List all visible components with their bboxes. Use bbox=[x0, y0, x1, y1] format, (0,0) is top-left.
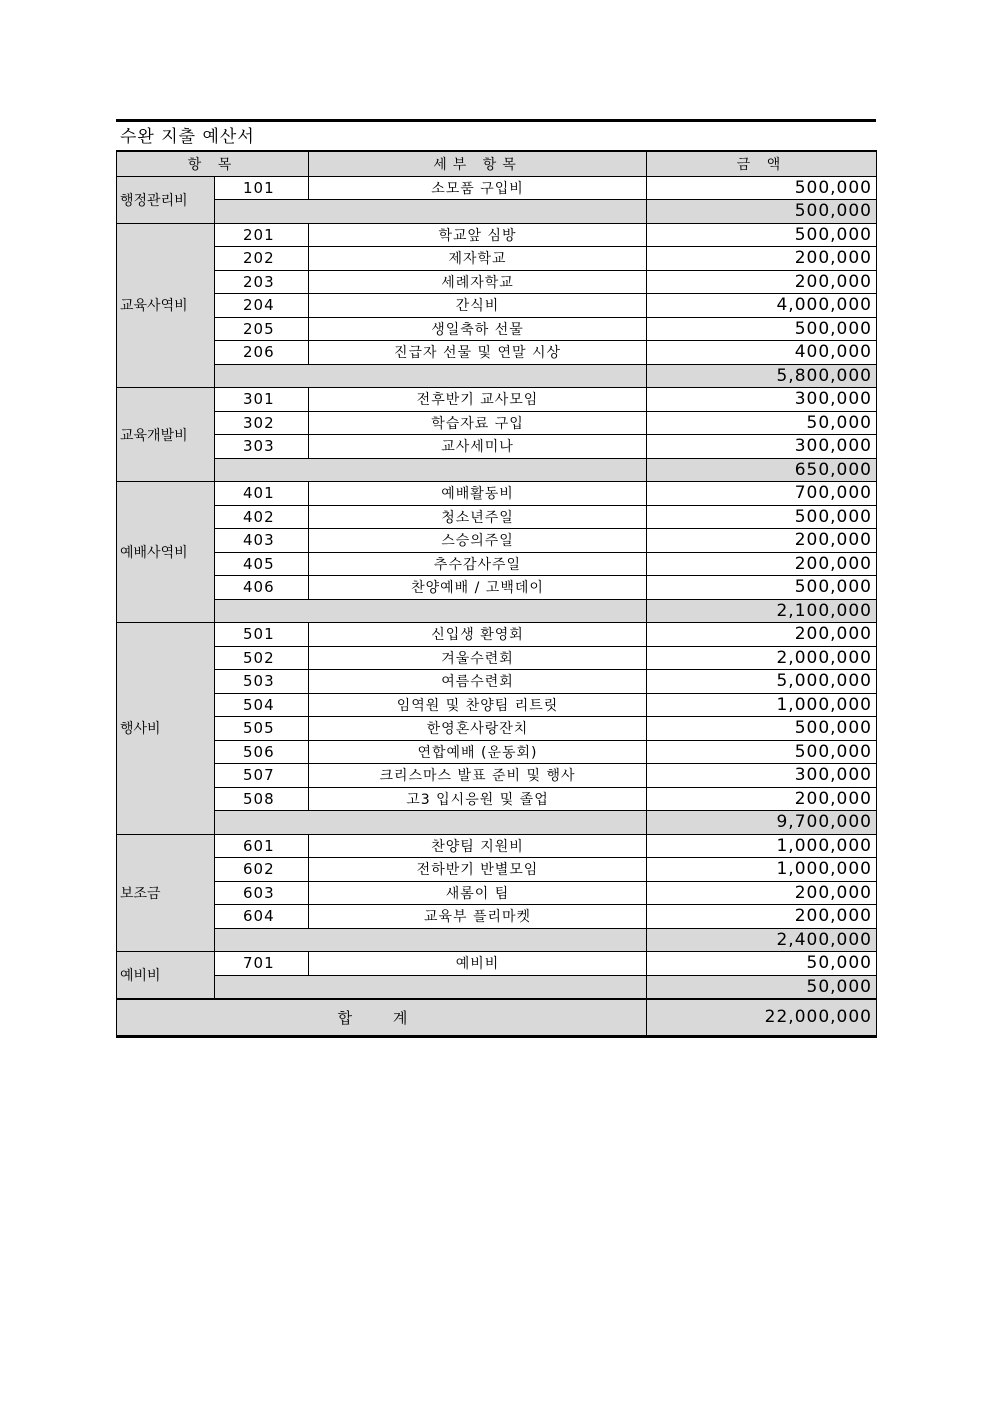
header-item: 항 목 bbox=[117, 151, 309, 176]
subtotal-amount: 2,100,000 bbox=[647, 599, 877, 623]
subtotal-row bbox=[117, 975, 877, 999]
item-code: 302 bbox=[215, 411, 309, 435]
item-amount: 400,000 bbox=[647, 341, 877, 365]
item-code: 602 bbox=[215, 858, 309, 882]
table-row bbox=[117, 881, 877, 905]
category-name: 예비비 bbox=[117, 952, 215, 999]
item-code: 501 bbox=[215, 623, 309, 647]
table-body bbox=[117, 176, 877, 1037]
item-code: 506 bbox=[215, 740, 309, 764]
item-code: 504 bbox=[215, 693, 309, 717]
item-detail: 전후반기 교사모임 bbox=[309, 388, 647, 412]
grand-total-label: 합 계 bbox=[117, 999, 647, 1037]
item-code: 202 bbox=[215, 247, 309, 271]
item-detail: 전하반기 반별모임 bbox=[309, 858, 647, 882]
grand-total-row bbox=[117, 999, 877, 1037]
table-row bbox=[117, 317, 877, 341]
subtotal-row bbox=[117, 364, 877, 388]
budget-table bbox=[116, 150, 877, 1038]
item-code: 206 bbox=[215, 341, 309, 365]
table-row bbox=[117, 294, 877, 318]
item-detail: 새롬이 팀 bbox=[309, 881, 647, 905]
item-code: 701 bbox=[215, 952, 309, 976]
item-detail: 한영혼사랑잔치 bbox=[309, 717, 647, 741]
item-amount: 500,000 bbox=[647, 317, 877, 341]
item-amount: 200,000 bbox=[647, 270, 877, 294]
table-row bbox=[117, 482, 877, 506]
item-code: 301 bbox=[215, 388, 309, 412]
item-detail: 연합예배 (운동회) bbox=[309, 740, 647, 764]
table-row bbox=[117, 764, 877, 788]
item-code: 601 bbox=[215, 834, 309, 858]
table-row bbox=[117, 270, 877, 294]
table-row bbox=[117, 505, 877, 529]
item-amount: 200,000 bbox=[647, 787, 877, 811]
table-row bbox=[117, 740, 877, 764]
subtotal-amount: 50,000 bbox=[647, 975, 877, 999]
item-amount: 2,000,000 bbox=[647, 646, 877, 670]
item-detail: 찬양팀 지원비 bbox=[309, 834, 647, 858]
subtotal-spacer bbox=[215, 458, 647, 482]
table-row bbox=[117, 247, 877, 271]
category-name: 교육사역비 bbox=[117, 223, 215, 388]
item-code: 403 bbox=[215, 529, 309, 553]
item-amount: 50,000 bbox=[647, 952, 877, 976]
subtotal-amount: 650,000 bbox=[647, 458, 877, 482]
item-detail: 진급자 선물 및 연말 시상 bbox=[309, 341, 647, 365]
item-amount: 200,000 bbox=[647, 552, 877, 576]
table-row bbox=[117, 670, 877, 694]
item-amount: 500,000 bbox=[647, 717, 877, 741]
table-header-row bbox=[117, 151, 877, 176]
subtotal-spacer bbox=[215, 928, 647, 952]
item-detail: 제자학교 bbox=[309, 247, 647, 271]
budget-document bbox=[116, 119, 876, 1038]
table-row bbox=[117, 952, 877, 976]
item-detail: 신입생 환영회 bbox=[309, 623, 647, 647]
table-row bbox=[117, 858, 877, 882]
item-amount: 5,000,000 bbox=[647, 670, 877, 694]
item-amount: 1,000,000 bbox=[647, 858, 877, 882]
subtotal-spacer bbox=[215, 975, 647, 999]
subtotal-row bbox=[117, 458, 877, 482]
category-name: 행사비 bbox=[117, 623, 215, 835]
item-code: 203 bbox=[215, 270, 309, 294]
item-code: 508 bbox=[215, 787, 309, 811]
item-amount: 500,000 bbox=[647, 740, 877, 764]
item-code: 201 bbox=[215, 223, 309, 247]
item-amount: 300,000 bbox=[647, 388, 877, 412]
item-amount: 300,000 bbox=[647, 435, 877, 459]
item-detail: 교사세미나 bbox=[309, 435, 647, 459]
item-amount: 500,000 bbox=[647, 176, 877, 200]
item-code: 503 bbox=[215, 670, 309, 694]
subtotal-amount: 9,700,000 bbox=[647, 811, 877, 835]
item-detail: 간식비 bbox=[309, 294, 647, 318]
item-code: 507 bbox=[215, 764, 309, 788]
subtotal-amount: 5,800,000 bbox=[647, 364, 877, 388]
item-amount: 200,000 bbox=[647, 529, 877, 553]
table-row bbox=[117, 411, 877, 435]
item-detail: 크리스마스 발표 준비 및 행사 bbox=[309, 764, 647, 788]
item-detail: 고3 입시응원 및 졸업 bbox=[309, 787, 647, 811]
item-detail: 추수감사주일 bbox=[309, 552, 647, 576]
table-row bbox=[117, 388, 877, 412]
item-amount: 200,000 bbox=[647, 247, 877, 271]
document-title: 수완 지출 예산서 bbox=[116, 119, 876, 150]
table-row bbox=[117, 176, 877, 200]
table-row bbox=[117, 834, 877, 858]
item-amount: 500,000 bbox=[647, 576, 877, 600]
item-detail: 세례자학교 bbox=[309, 270, 647, 294]
table-row bbox=[117, 576, 877, 600]
category-name: 교육개발비 bbox=[117, 388, 215, 482]
table-row bbox=[117, 787, 877, 811]
item-amount: 50,000 bbox=[647, 411, 877, 435]
category-name: 보조금 bbox=[117, 834, 215, 952]
item-amount: 500,000 bbox=[647, 223, 877, 247]
item-code: 205 bbox=[215, 317, 309, 341]
item-code: 204 bbox=[215, 294, 309, 318]
item-detail: 임역원 및 찬양팀 리트릿 bbox=[309, 693, 647, 717]
subtotal-row bbox=[117, 599, 877, 623]
item-code: 502 bbox=[215, 646, 309, 670]
item-code: 402 bbox=[215, 505, 309, 529]
item-amount: 300,000 bbox=[647, 764, 877, 788]
item-detail: 학습자료 구입 bbox=[309, 411, 647, 435]
table-row bbox=[117, 693, 877, 717]
subtotal-row bbox=[117, 928, 877, 952]
subtotal-spacer bbox=[215, 200, 647, 224]
subtotal-spacer bbox=[215, 364, 647, 388]
item-code: 405 bbox=[215, 552, 309, 576]
subtotal-spacer bbox=[215, 811, 647, 835]
item-code: 303 bbox=[215, 435, 309, 459]
item-amount: 4,000,000 bbox=[647, 294, 877, 318]
table-row bbox=[117, 717, 877, 741]
table-row bbox=[117, 223, 877, 247]
table-row bbox=[117, 529, 877, 553]
item-amount: 200,000 bbox=[647, 905, 877, 929]
item-amount: 1,000,000 bbox=[647, 834, 877, 858]
item-detail: 교육부 플리마켓 bbox=[309, 905, 647, 929]
table-row bbox=[117, 552, 877, 576]
item-code: 604 bbox=[215, 905, 309, 929]
item-amount: 500,000 bbox=[647, 505, 877, 529]
subtotal-amount: 2,400,000 bbox=[647, 928, 877, 952]
item-detail: 예비비 bbox=[309, 952, 647, 976]
item-code: 401 bbox=[215, 482, 309, 506]
category-name: 행정관리비 bbox=[117, 176, 215, 223]
item-amount: 700,000 bbox=[647, 482, 877, 506]
item-detail: 소모품 구입비 bbox=[309, 176, 647, 200]
item-amount: 200,000 bbox=[647, 623, 877, 647]
item-code: 505 bbox=[215, 717, 309, 741]
item-amount: 1,000,000 bbox=[647, 693, 877, 717]
table-row bbox=[117, 905, 877, 929]
item-code: 603 bbox=[215, 881, 309, 905]
table-row bbox=[117, 435, 877, 459]
subtotal-row bbox=[117, 811, 877, 835]
header-amount: 금 액 bbox=[647, 151, 877, 176]
item-detail: 청소년주일 bbox=[309, 505, 647, 529]
item-detail: 여름수련회 bbox=[309, 670, 647, 694]
table-row bbox=[117, 646, 877, 670]
item-code: 406 bbox=[215, 576, 309, 600]
category-name: 예배사역비 bbox=[117, 482, 215, 623]
table-row bbox=[117, 341, 877, 365]
table-row bbox=[117, 623, 877, 647]
item-code: 101 bbox=[215, 176, 309, 200]
item-detail: 겨울수련회 bbox=[309, 646, 647, 670]
item-detail: 찬양예배 / 고백데이 bbox=[309, 576, 647, 600]
item-detail: 생일축하 선물 bbox=[309, 317, 647, 341]
item-amount: 200,000 bbox=[647, 881, 877, 905]
subtotal-row bbox=[117, 200, 877, 224]
header-detail: 세부 항목 bbox=[309, 151, 647, 176]
grand-total-amount: 22,000,000 bbox=[647, 999, 877, 1037]
item-detail: 스승의주일 bbox=[309, 529, 647, 553]
subtotal-spacer bbox=[215, 599, 647, 623]
item-detail: 예배활동비 bbox=[309, 482, 647, 506]
item-detail: 학교앞 심방 bbox=[309, 223, 647, 247]
subtotal-amount: 500,000 bbox=[647, 200, 877, 224]
